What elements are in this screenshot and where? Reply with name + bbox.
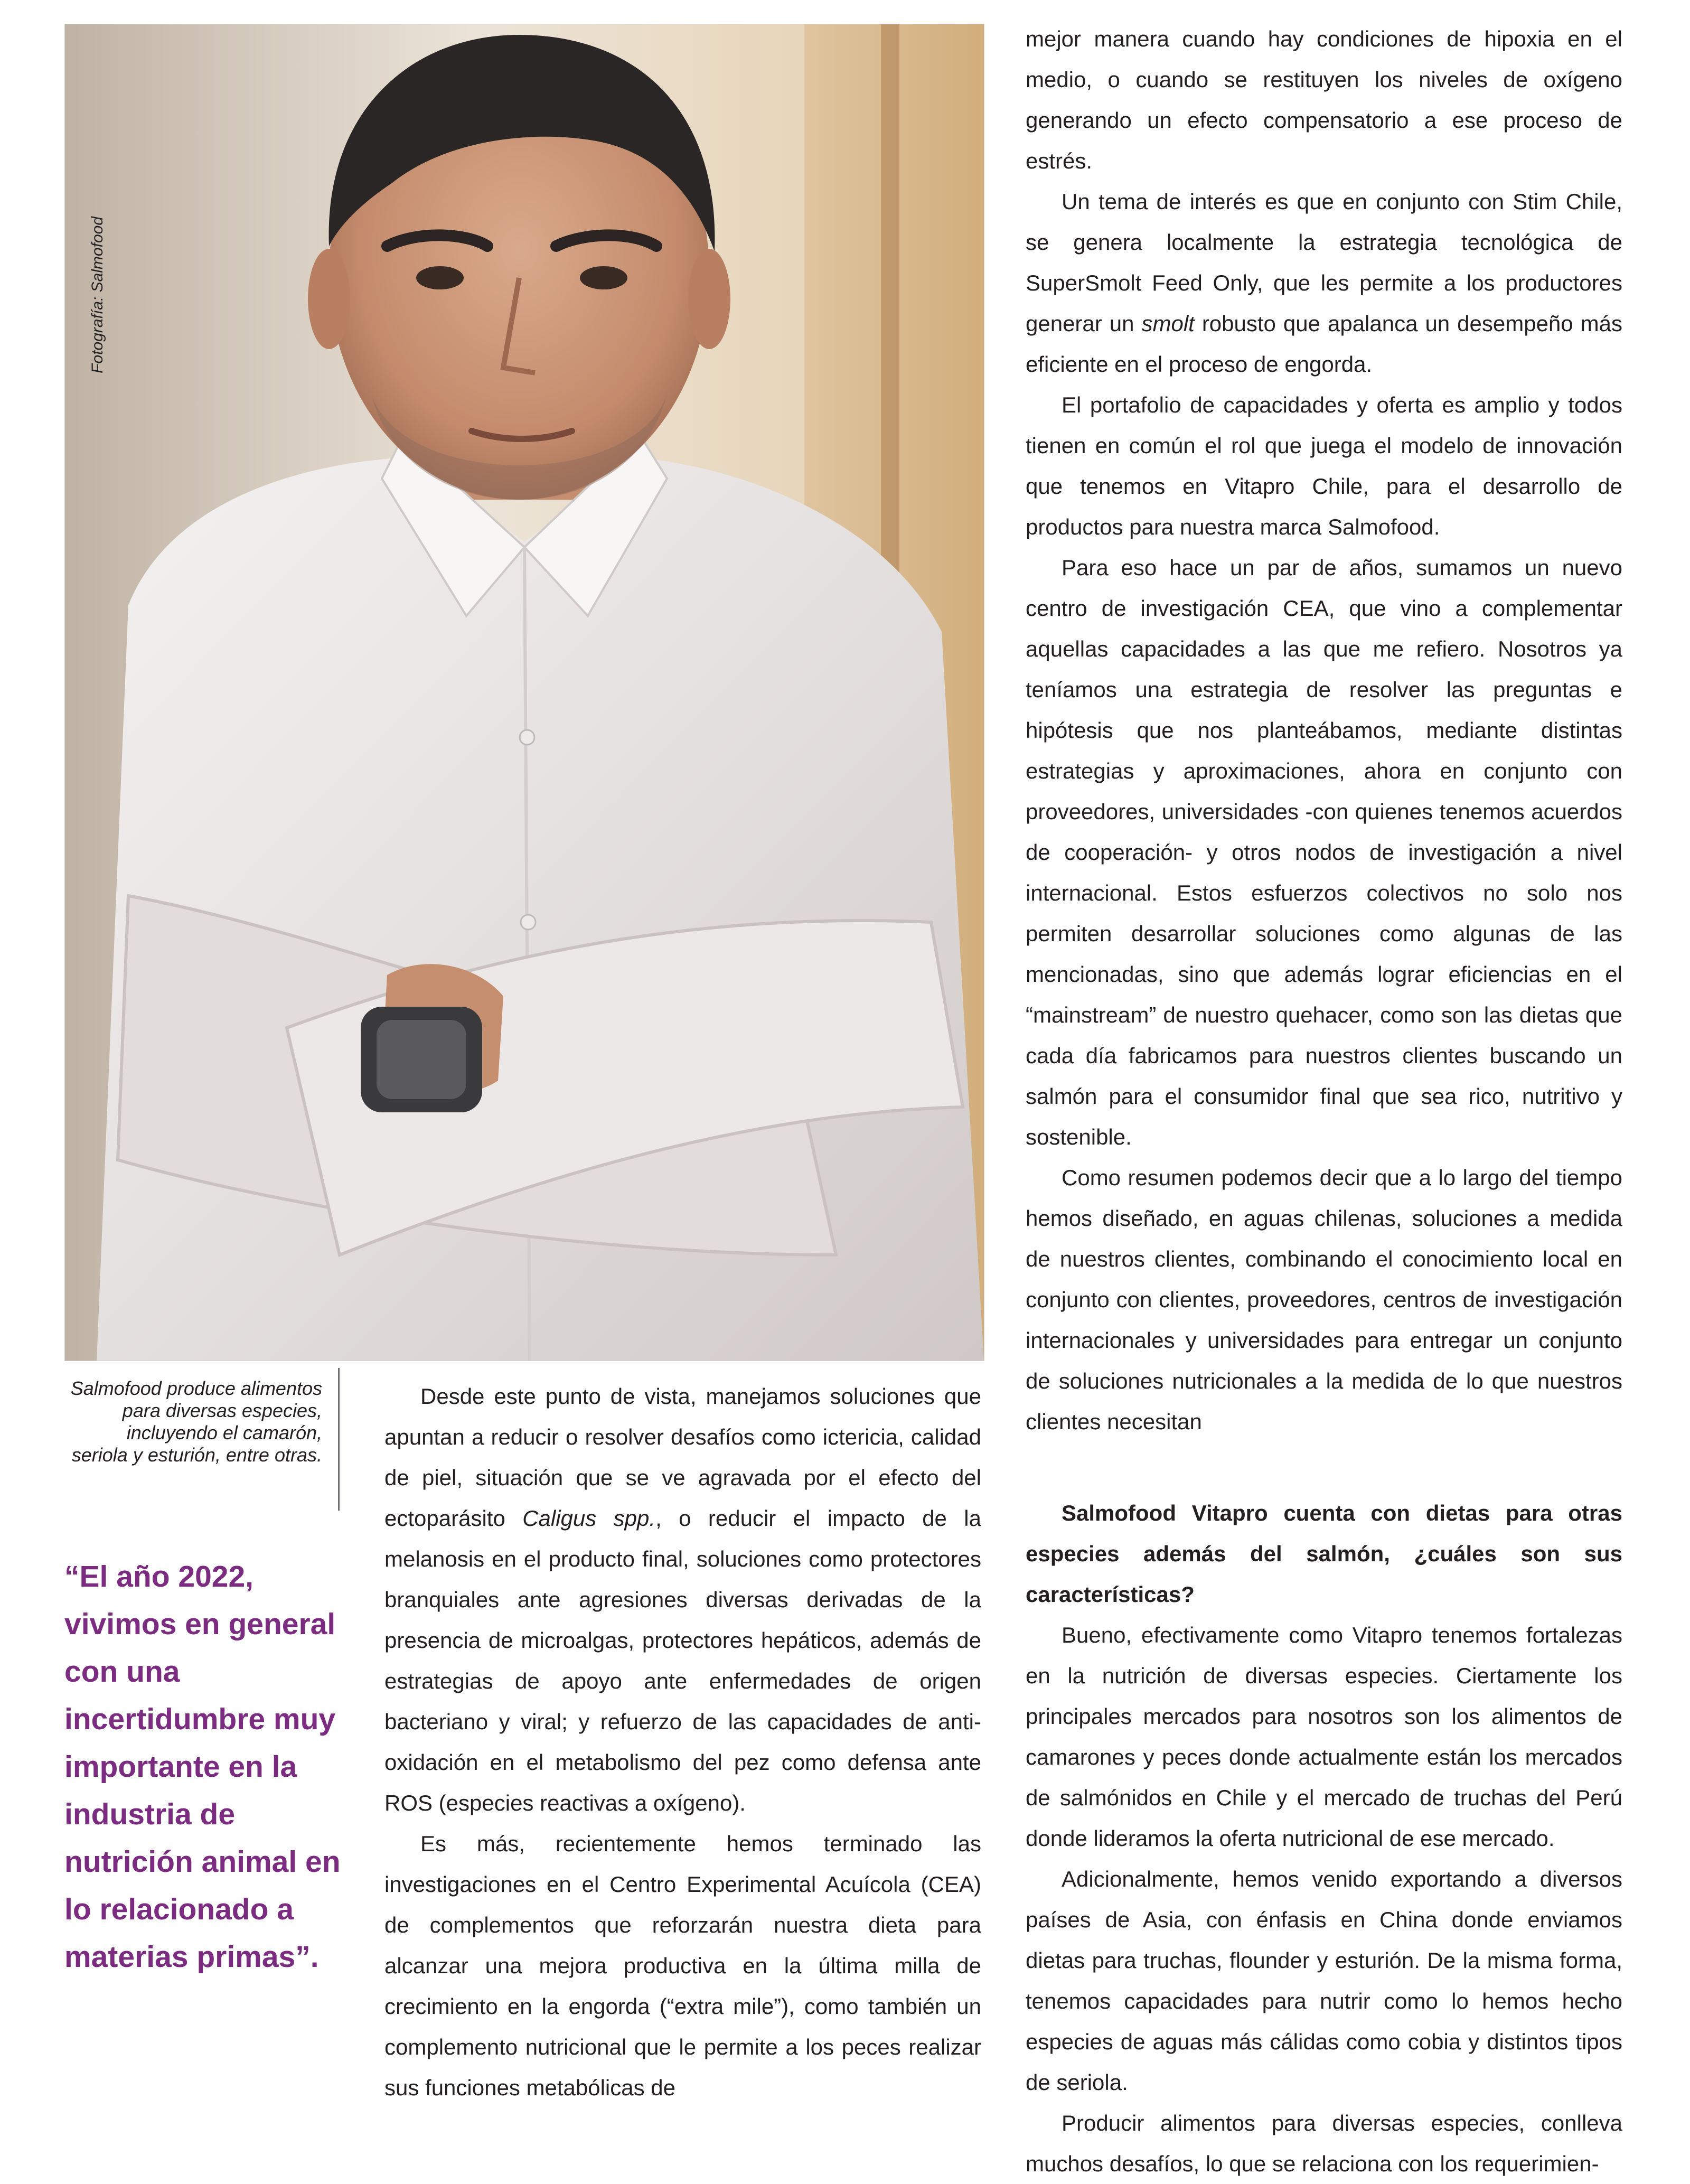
species-name: Caligus spp. — [522, 1506, 656, 1531]
paragraph-text: Desde este punto de vista, manejamos soluciones que apuntan a reducir o resolver desafíos como ictericia, calidad de piel, situación que se ve agravada por el efecto del ectoparásito — [384, 1384, 981, 1531]
photo-caption: Salmofood produce alimentos para diversas especies, incluyendo el camarón, seriola y esturión, entre otras. — [70, 1377, 322, 1466]
caption-divider — [338, 1368, 340, 1511]
left-text-column — [384, 1376, 981, 2108]
paragraph-text: robusto que apalanca un desempeño más eficiente en el proceso de engorda. — [1026, 311, 1622, 377]
paragraph: Para eso hace un par de años, sumamos un nuevo centro de investigación CEA, que vino a complementar aquellas capacidades a las que me refiero. Nosotros ya teníamos una estrategia de resolver las preguntas e hipótesis que nos planteábamos, mediante distintas estrategias y aproximaciones, ahora en conjunto con proveedores, universidades -con quienes tenemos acuerdos de cooperación- y otros nodos de investigación a nivel internacional. Estos esfuerzos colectivos no solo nos permiten desarrollar soluciones como algunas de las mencionadas, sino que además lograr eficiencias en el “mainstream” de nuestro quehacer, como son las dietas que cada día fabricamos para nuestros clientes buscando un salmón para el consumidor final que sea rico, nutritivo y sostenible. — [1026, 555, 1622, 1149]
paragraph: mejor manera cuando hay condiciones de hipoxia en el medio, o cuando se restituyen los niveles de oxígeno generando un efecto compensatorio a ese proceso de estrés. — [1026, 26, 1622, 173]
photo-credit: Fotografía: Salmofood — [89, 217, 106, 373]
paragraph: Es más, recientemente hemos terminado las investigaciones en el Centro Experimental Acuícola (CEA) de complementos que reforzarán nuestra dieta para alcanzar una mejora productiva en la última milla de crecimiento en la engorda (“extra mile”), como también un complemento nutricional que le permite a los peces realizar sus funciones metabólicas de — [384, 1831, 981, 2100]
pull-quote: “El año 2022, vivimos en general con una incertidumbre muy importante en la industria de nutrición animal en lo relacionado a materias primas”. — [64, 1560, 341, 1974]
paragraph: Como resumen podemos decir que a lo largo del tiempo hemos diseñado, en aguas chilenas, soluciones a medida de nuestros clientes, combinando el conocimiento local en conjunto con clientes, proveedores, centros de investigación internacionales y universidades para entregar un conjunto de soluciones nutricionales a la medida de lo que nuestros clientes necesitan — [1026, 1165, 1622, 1434]
paragraph-text: Un tema de interés es que en conjunto con Stim Chile, se genera localmente la estrategia tecnológica de SuperSmolt Feed Only, que les permite a los productores generar un — [1026, 189, 1622, 336]
italic-term: smolt — [1141, 311, 1195, 336]
paragraph-text: , o reducir el impacto de la melanosis en el producto final, soluciones como protectores branquiales ante agresiones diversas derivadas de la presencia de microalgas, protectores hepáticos, además de estrategias de apoyo ante enfermedades de origen bacteriano y viral; y refuerzo de las capacidades de anti-oxidación en el metabolismo del pez como defensa ante ROS (especies reactivas a oxígeno). — [384, 1506, 981, 1815]
right-text-column — [1026, 18, 1622, 2184]
paragraph: Adicionalmente, hemos venido exportando a diversos países de Asia, con énfasis en China donde enviamos dietas para truchas, flounder y esturión. De la misma forma, tenemos capacidades para nutrir como lo hemos hecho especies de aguas más cálidas como cobia y distintos tipos de seriola. — [1026, 1867, 1622, 2095]
portrait-illustration — [65, 24, 984, 1361]
paragraph: El portafolio de capacidades y oferta es amplio y todos tienen en común el rol que juega el modelo de innovación que tenemos en Vitapro Chile, para el desarrollo de productos para nuestra marca Salmofood. — [1026, 392, 1622, 539]
paragraph — [384, 1376, 981, 1823]
paragraph: Bueno, efectivamente como Vitapro tenemos fortalezas en la nutrición de diversas especies. Ciertamente los principales mercados para nosotros son los alimentos de camarones y peces donde actualmente están los mercados de salmónidos en Chile y el mercado de truchas del Perú donde lideramos la oferta nutricional de ese mercado. — [1026, 1623, 1622, 1851]
interview-question: Salmofood Vitapro cuenta con dietas para otras especies además del salmón, ¿cuáles son sus características? — [1026, 1501, 1622, 1607]
portrait-photo — [64, 24, 984, 1361]
paragraph: Producir alimentos para diversas especies, conlleva muchos desafíos, lo que se relaciona con los requerimien- — [1026, 2111, 1622, 2176]
paragraph — [1026, 181, 1622, 385]
